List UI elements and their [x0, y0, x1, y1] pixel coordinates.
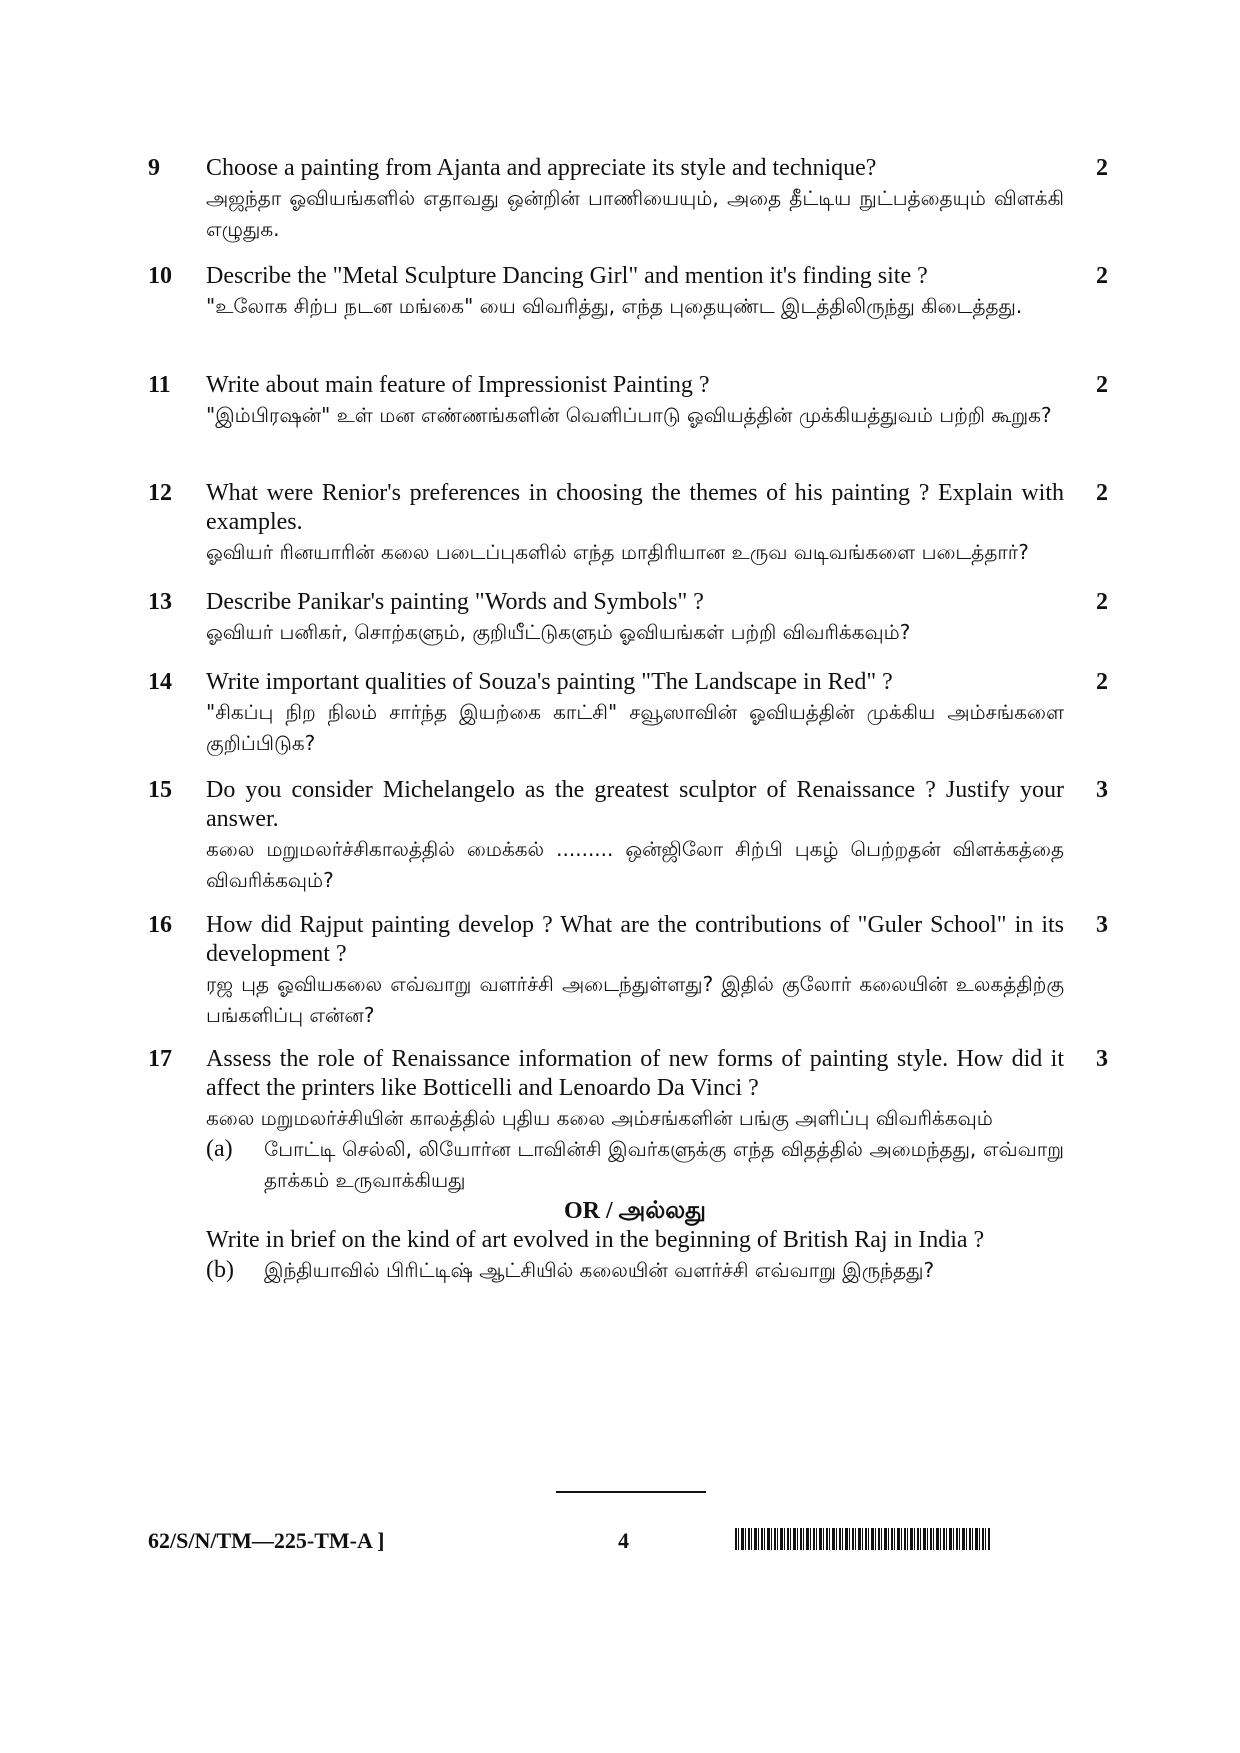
question-10 [148, 262, 1108, 322]
option-a [206, 1134, 1064, 1196]
question-text-english: Describe the "Metal Sculpture Dancing Girl" and mention it's finding site ? [206, 263, 928, 289]
barcode [735, 1528, 990, 1550]
question-body [206, 1045, 1064, 1286]
option-text: போட்டி செல்லி, லியோர்ன டாவின்சி இவர்களுக்கு எந்த விதத்தில் அமைந்தது, எவ்வாறு தாக்கம் உருவாக்கியது [264, 1137, 1064, 1192]
question-text-english: Write important qualities of Souza's painting "The Landscape in Red" ? [206, 669, 893, 695]
question-text-tamil: ஓவியர் ரினயாரின் கலை படைப்புகளில் எந்த மாதிரியான உருவ வடிவங்களை படைத்தார்? [206, 540, 1029, 564]
question-body [206, 371, 1064, 431]
question-number: 16 [148, 912, 172, 938]
question-marks: 2 [1096, 263, 1108, 289]
question-text-tamil: கலை மறுமலர்ச்சியின் காலத்தில் புதிய கலை அம்சங்களின் பங்கு அளிப்பு விவரிக்கவும் [206, 1106, 993, 1130]
question-marks: 3 [1096, 1046, 1108, 1072]
question-text-tamil: ரஜ புத ஓவியகலை எவ்வாறு வளர்ச்சி அடைந்துள்ளது? இதில் குலோர் கலையின் உலகத்திற்கு பங்களிப்பு என்ன? [206, 972, 1064, 1027]
question-text-tamil: "இம்பிரஷன்" உள் மன எண்ணங்களின் வெளிப்பாடு ஓவியத்தின் முக்கியத்துவம் பற்றி கூறுக? [206, 403, 1052, 427]
question-body [206, 479, 1064, 568]
question-number: 9 [148, 155, 160, 181]
question-12 [148, 479, 1108, 568]
or-separator: OR / அல்லது [564, 1198, 706, 1224]
question-text-english: Do you consider Michelangelo as the greatest sculptor of Renaissance ? Justify your answer. [206, 777, 1064, 832]
question-marks: 2 [1096, 589, 1108, 615]
option-label: (b) [206, 1257, 234, 1283]
question-text-tamil: "உலோக சிற்ப நடன மங்கை" யை விவரித்து, எந்த புதையுண்ட இடத்திலிருந்து கிடைத்தது. [206, 294, 1023, 318]
question-marks: 2 [1096, 669, 1108, 695]
question-number: 11 [148, 372, 171, 398]
question-text-tamil: கலை மறுமலர்ச்சிகாலத்தில் மைக்கல் ......... ஒன்ஜிலோ சிற்பி புகழ் பெற்றதன் விளக்கத்தை விவரிக்கவும்? [206, 837, 1064, 892]
question-text-tamil: ஓவியர் பனிகர், சொற்களும், குறியீட்டுகளும் ஓவியங்கள் பற்றி விவரிக்கவும்? [206, 620, 911, 644]
question-number: 12 [148, 480, 172, 506]
option-b [206, 1255, 1064, 1286]
question-9 [148, 154, 1108, 245]
end-divider [556, 1491, 706, 1493]
question-body [206, 154, 1064, 245]
question-text-english: Describe Panikar's painting "Words and Symbols" ? [206, 589, 704, 615]
question-text-english: Assess the role of Renaissance information of new forms of painting style. How did it affect the printers like Botticelli and Lenoardo Da Vinci ? [206, 1046, 1064, 1101]
question-text-tamil: அஜந்தா ஓவியங்களில் எதாவது ஒன்றின் பாணியையும், அதை தீட்டிய நுட்பத்தையும் விளக்கி எழுதுக. [206, 186, 1064, 241]
question-text-english: Choose a painting from Ajanta and appreciate its style and technique? [206, 155, 877, 181]
option-text: இந்தியாவில் பிரிட்டிஷ் ஆட்சியில் கலையின் வளர்ச்சி எவ்வாறு இருந்தது? [264, 1258, 935, 1282]
question-body [206, 262, 1064, 322]
question-text-english: Write about main feature of Impressionist Painting ? [206, 372, 710, 398]
question-marks: 3 [1096, 777, 1108, 803]
question-14 [148, 668, 1108, 759]
question-body [206, 911, 1064, 1031]
question-13 [148, 588, 1108, 648]
question-marks: 2 [1096, 372, 1108, 398]
question-marks: 2 [1096, 155, 1108, 181]
question-11 [148, 371, 1108, 431]
question-number: 15 [148, 777, 172, 803]
question-body [206, 668, 1064, 759]
question-text-english: What were Renior's preferences in choosing the themes of his painting ? Explain with examples. [206, 480, 1064, 535]
option-label: (a) [206, 1136, 233, 1162]
question-body [206, 588, 1064, 648]
question-number: 13 [148, 589, 172, 615]
question-marks: 2 [1096, 480, 1108, 506]
question-15 [148, 776, 1108, 896]
question-number: 14 [148, 669, 172, 695]
question-text-tamil: "சிகப்பு நிற நிலம் சார்ந்த இயற்கை காட்சி" சவூஸாவின் ஓவியத்தின் முக்கிய அம்சங்களை குறிப்பிடுக? [206, 700, 1064, 755]
question-number: 17 [148, 1046, 172, 1072]
question-text-english: How did Rajput painting develop ? What are the contributions of "Guler School" in its development ? [206, 912, 1064, 967]
page-number: 4 [618, 1528, 629, 1553]
question-16 [148, 911, 1108, 1031]
question-marks: 3 [1096, 912, 1108, 938]
question-17 [148, 1045, 1108, 1286]
question-text-english-alt: Write in brief on the kind of art evolved in the beginning of British Raj in India ? [206, 1227, 985, 1253]
question-number: 10 [148, 263, 172, 289]
paper-code: 62/S/N/TM—225-TM-A ] [148, 1528, 385, 1553]
question-body [206, 776, 1064, 896]
